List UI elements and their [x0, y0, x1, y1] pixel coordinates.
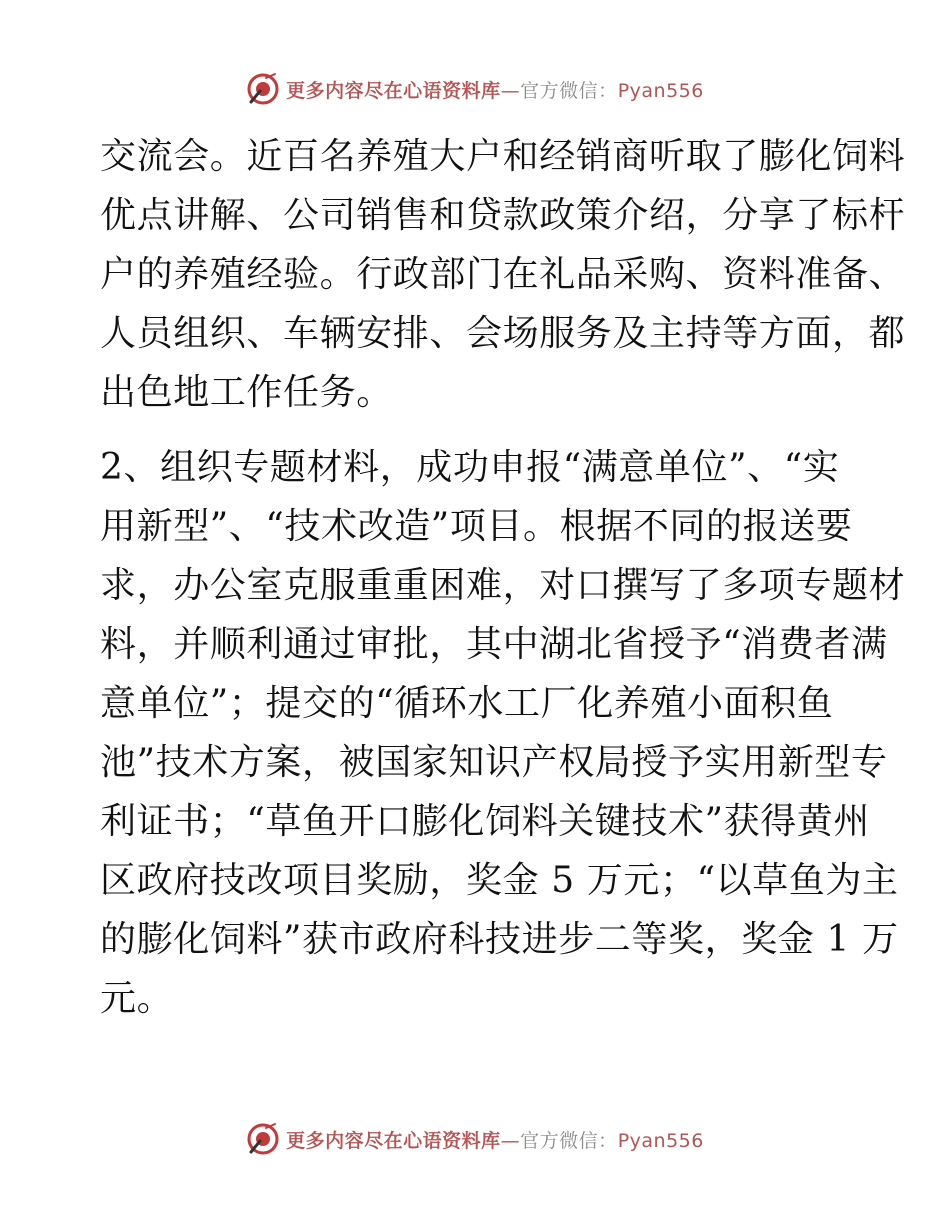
- text-line: 意单位”；提交的“循环水工厂化养殖小面积鱼: [100, 683, 834, 724]
- text-line: 的膨化饲料”获市政府科技进步二等奖，奖金 1 万: [100, 919, 899, 960]
- text-line: 人员组织、车辆安排、会场服务及主持等方面，都: [100, 313, 906, 354]
- text-line: 2、组织专题材料，成功申报“满意单位”、“实: [100, 447, 840, 488]
- text-line: 区政府技改项目奖励，奖金 5 万元；“以草鱼为主: [100, 860, 899, 901]
- watermark-separator: —: [500, 1129, 521, 1152]
- watermark-separator: —: [500, 79, 521, 102]
- watermark-label: 官方微信：: [520, 1129, 618, 1152]
- text-line: 池”技术方案，被国家知识产权局授予实用新型专: [100, 742, 888, 783]
- watermark-main-text: 更多内容尽在心语资料库: [286, 79, 501, 102]
- watermark-id: Pyan556: [617, 1129, 704, 1152]
- text-line: 优点讲解、公司销售和贷款政策介绍，分享了标杆: [100, 195, 906, 236]
- paragraph: [100, 438, 906, 1028]
- text-line: 求，办公室克服重重困难，对口撰写了多项专题材: [100, 565, 906, 606]
- document-body: [100, 127, 906, 1028]
- text-line: 元。: [100, 978, 174, 1019]
- text-line: 交流会。近百名养殖大户和经销商听取了膨化饲料: [100, 136, 906, 177]
- text-line: 用新型”、“技术改造”项目。根据不同的报送要: [100, 506, 853, 547]
- text-line: 利证书；“草鱼开口膨化饲料关键技术”获得黄州: [100, 801, 871, 842]
- watermark-main-text: 更多内容尽在心语资料库: [286, 1129, 501, 1152]
- footer-watermark: [0, 1122, 950, 1156]
- paragraph: [100, 127, 906, 422]
- library-logo-icon: [246, 1122, 280, 1156]
- library-logo-icon: [246, 72, 280, 106]
- watermark-id: Pyan556: [617, 79, 704, 102]
- watermark-label: 官方微信：: [520, 79, 618, 102]
- text-line: 料，并顺利通过审批，其中湖北省授予“消费者满: [100, 624, 888, 665]
- header-watermark: [0, 72, 950, 106]
- text-line: 出色地工作任务。: [100, 372, 393, 413]
- text-line: 户的养殖经验。行政部门在礼品采购、资料准备、: [100, 254, 906, 295]
